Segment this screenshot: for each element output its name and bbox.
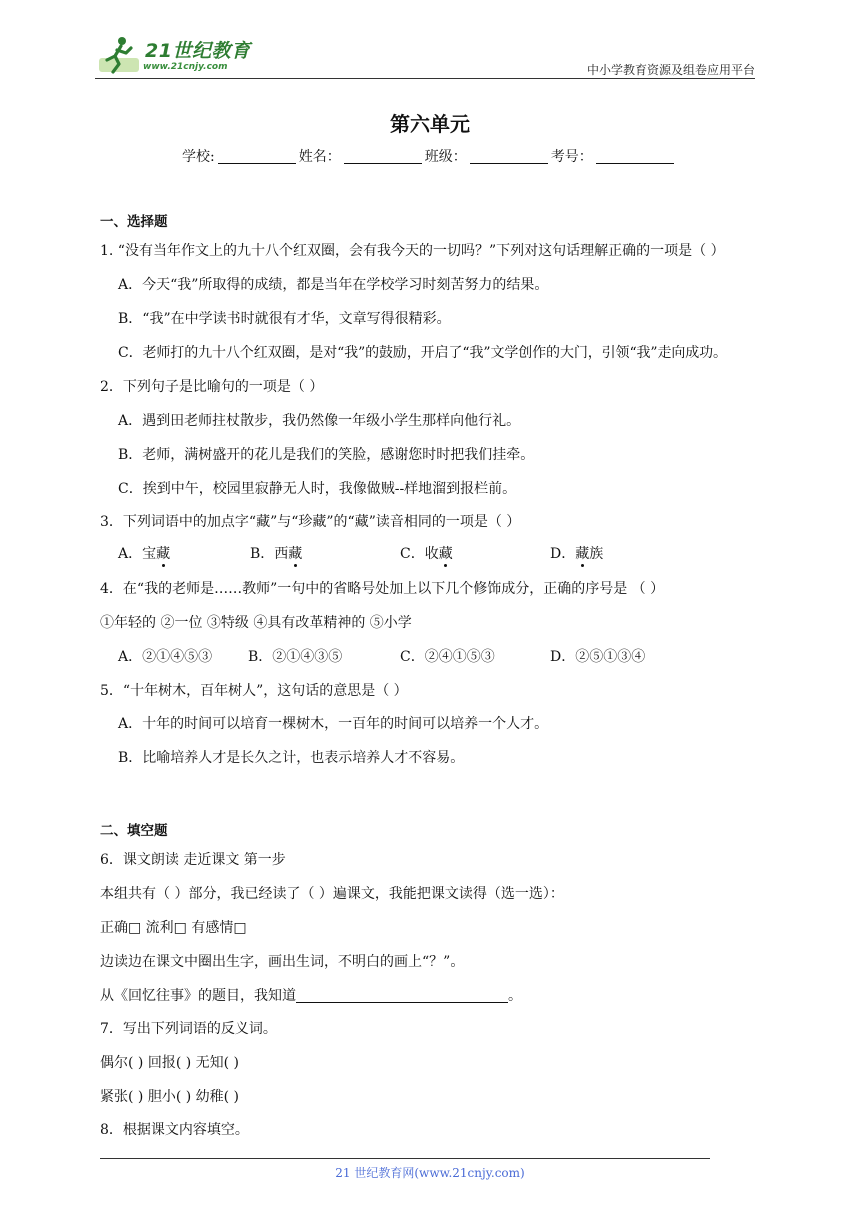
section-heading-choice: 一、选择题 <box>100 214 168 230</box>
student-info-line <box>182 146 677 166</box>
line-4-end: 。 <box>508 988 522 1004</box>
question-4-option-d: D．②⑤①③④ <box>550 649 646 665</box>
option-label: A．宝 <box>118 546 157 562</box>
class-blank <box>470 149 548 164</box>
option-label: B．西 <box>250 546 289 562</box>
question-2-option-b: B．老师，满树盛开的花儿是我们的笑脸，感谢您时时把我们挂牵。 <box>118 447 535 463</box>
answer-blank <box>296 988 508 1003</box>
name-label: 姓名： <box>298 149 341 165</box>
page-title: 第六单元 <box>390 112 470 136</box>
question-4-option-c: C．②④①⑤③ <box>400 649 495 665</box>
class-label: 班级： <box>424 149 467 165</box>
question-3-option-d <box>550 545 603 563</box>
dotted-char: 藏 <box>438 546 453 562</box>
dotted-char: 藏 <box>288 546 303 562</box>
question-1-option-c: C．老师打的九十八个红双圈，是对“我”的鼓励，开启了“我”文学创作的大门，引领“我”走向成功。 <box>118 345 727 361</box>
question-6-line-3: 边读边在课文中圈出生字，画出生词，不明白的画上“？”。 <box>100 954 465 970</box>
question-4-items: ①年轻的 ②一位 ③特级 ④具有改革精神的 ⑤小学 <box>100 615 412 631</box>
site-logo <box>95 34 265 78</box>
question-5-stem: 5．“十年树木，百年树人”，这句话的意思是（ ） <box>100 683 408 699</box>
option-suffix: 族 <box>589 546 604 562</box>
question-2-option-a: A．遇到田老师拄杖散步，我仍然像一年级小学生那样向他行礼。 <box>118 413 521 429</box>
footer-divider <box>100 1158 710 1159</box>
question-3-option-b <box>250 545 302 563</box>
question-8-stem: 8．根据课文内容填空。 <box>100 1122 249 1138</box>
name-blank <box>344 149 422 164</box>
question-6-line-1: 本组共有（ ）部分，我已经读了（ ）遍课文，我能把课文读得（选一选）： <box>100 886 564 902</box>
question-7-stem: 7．写出下列词语的反义词。 <box>100 1021 277 1037</box>
question-6-line-2: 正确□ 流利□ 有感情□ <box>100 920 247 936</box>
question-4-stem: 4．在“我的老师是……教师”一句中的省略号处加上以下几个修饰成分，正确的序号是 （ ） <box>100 581 665 597</box>
question-6-line-4 <box>100 987 522 1005</box>
dotted-char: 藏 <box>575 546 590 562</box>
page-header <box>95 34 755 80</box>
dotted-char: 藏 <box>156 546 171 562</box>
question-1-stem: 1. “没有当年作文上的九十八个红双圈，会有我今天的一切吗？”下列对这句话理解正确的一项是（ ） <box>100 243 725 259</box>
platform-name: 中小学教育资源及组卷应用平台 <box>586 63 755 77</box>
school-label: 学校: <box>182 149 215 165</box>
school-blank <box>218 149 296 164</box>
section-heading-fill: 二、填空题 <box>100 823 168 839</box>
option-label: C．收 <box>400 546 439 562</box>
question-3-option-c <box>400 545 453 563</box>
question-7-row-2: 紧张( ) 胆小( ) 幼稚( ) <box>100 1089 240 1105</box>
page-footer: 21 世纪教育网(www.21cnjy.com) <box>335 1166 525 1180</box>
question-4-option-b: B．②①④③⑤ <box>248 649 343 665</box>
logo-text: 21世纪教育 <box>145 40 251 62</box>
question-6-stem: 6．课文朗读 走近课文 第一步 <box>100 852 286 868</box>
question-7-row-1: 偶尔( ) 回报( ) 无知( ) <box>100 1055 240 1071</box>
exam-number-label: 考号： <box>550 149 593 165</box>
question-2-stem: 2．下列句子是比喻句的一项是（ ） <box>100 379 324 395</box>
option-label: D． <box>550 546 576 562</box>
question-3-stem: 3．下列词语中的加点字“藏”与“珍藏”的“藏”读音相同的一项是（ ） <box>100 514 521 530</box>
line-4-text: 从《回忆往事》的题目，我知道 <box>100 988 296 1004</box>
question-1-option-a: A．今天“我”所取得的成绩，都是当年在学校学习时刻苦努力的结果。 <box>118 277 549 293</box>
question-2-option-c: C．挨到中午，校园里寂静无人时，我像做贼--样地溜到报栏前。 <box>118 481 517 497</box>
header-divider <box>95 78 755 79</box>
question-5-option-a: A．十年的时间可以培育一棵树木，一百年的时间可以培养一个人才。 <box>118 716 549 732</box>
exam-number-blank <box>596 149 674 164</box>
logo-url: www.21cnjy.com <box>143 62 228 72</box>
question-1-option-b: B．“我”在中学读书时就很有才华，文章写得很精彩。 <box>118 311 451 327</box>
question-3-option-a <box>118 545 170 563</box>
runner-logo-icon <box>95 34 145 78</box>
question-5-option-b: B．比喻培养人才是长久之计，也表示培养人才不容易。 <box>118 750 465 766</box>
question-4-option-a: A．②①④⑤③ <box>118 649 213 665</box>
